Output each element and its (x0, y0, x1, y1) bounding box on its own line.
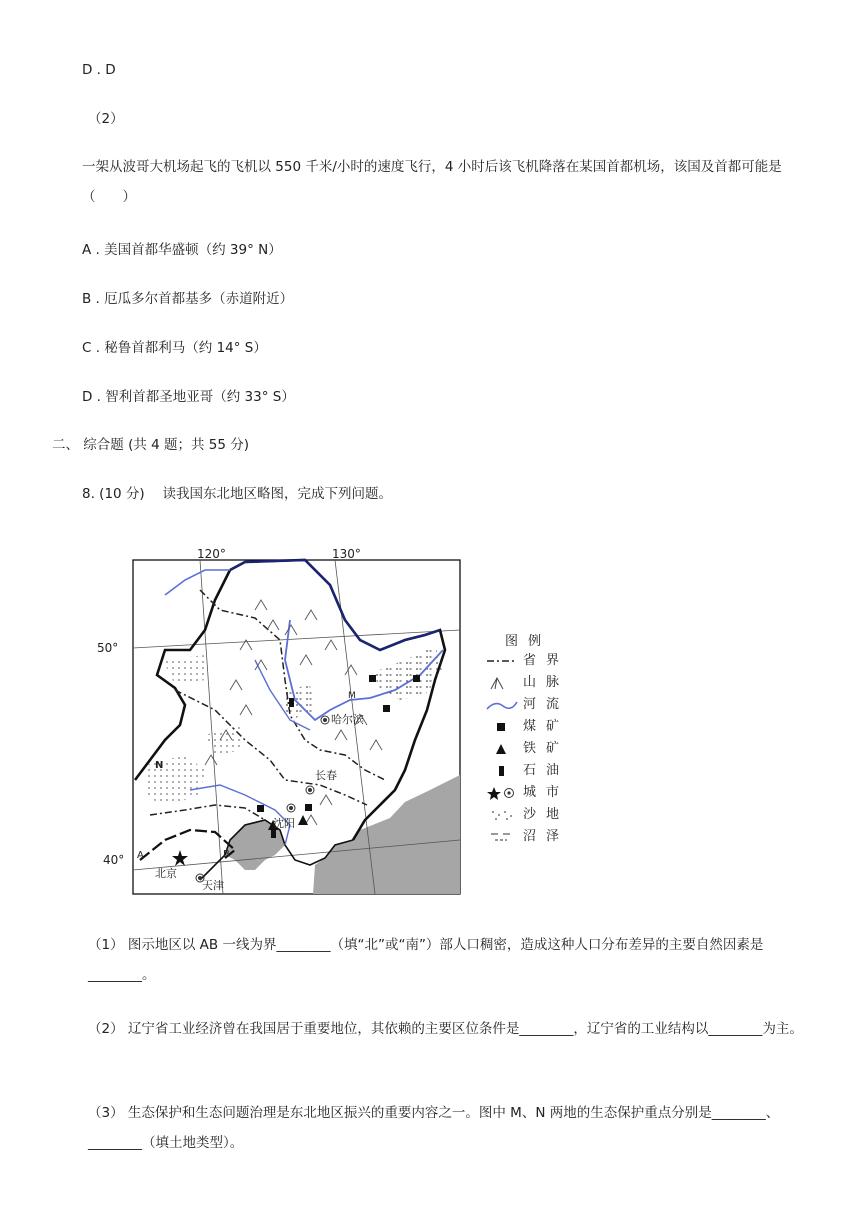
coal-mine-symbol (257, 805, 264, 812)
section-title: 二、 综合题 (共 4 题；共 55 分) (52, 437, 250, 453)
oil-symbol (289, 698, 294, 707)
legend-row: 省界 (485, 652, 595, 670)
option-d-prev: D . D (82, 62, 116, 78)
subquestion-2: （2） 辽宁省工业经济曾在我国居于重要地位，其依赖的主要区位条件是________，辽宁省的工业结构以________为主。 (88, 1021, 803, 1037)
subquestion-number: （2） (88, 111, 124, 127)
legend-row: 铁矿 (485, 740, 595, 758)
lat-label-40: 40° (103, 853, 125, 867)
option-a: A . 美国首都华盛顿（约 39° N） (82, 242, 282, 258)
label-n: N (155, 760, 164, 771)
coal-mine-icon (485, 718, 519, 736)
coal-mine-symbol (413, 675, 420, 682)
city-icon (485, 784, 519, 802)
swamp-icon (485, 828, 519, 846)
mountain-icon (485, 674, 519, 692)
subquestion-3: （3） 生态保护和生态问题治理是东北地区振兴的重要内容之一。图中 M、N 两地的生态保护重点分别是________、________（填土地类型）。 (88, 1105, 780, 1151)
subquestion-1: （1） 图示地区以 AB 一线为界________（填“北”或“南”）部人口稠密，造成这种人口分布差异的主要自然因素是________。 (88, 937, 764, 983)
legend-title: 图例 (505, 634, 552, 649)
city-label-tianjin: 天津 (202, 879, 224, 892)
city-label-changchun: 长春 (315, 769, 337, 782)
city-label-beijing: 北京 (155, 867, 177, 880)
lon-label-130: 130° (332, 547, 361, 561)
oil-icon (485, 762, 519, 780)
label-m: M (348, 691, 356, 701)
legend-row: 山脉 (485, 674, 595, 692)
option-b: B . 厄瓜多尔首都基多（赤道附近） (82, 291, 294, 307)
city-label-harbin: 哈尔滨 (331, 713, 364, 726)
coal-mine-symbol (305, 804, 312, 811)
label-a: A (137, 850, 144, 861)
legend-row: 沙地 (485, 806, 595, 824)
coal-mine-symbol (369, 675, 376, 682)
river-icon (485, 696, 519, 714)
question-stem: 一架从波哥大机场起飞的飞机以 550 千米/小时的速度飞行，4 小时后该飞机降落在某国首都机场，该国及首都可能是（ ） (82, 159, 782, 205)
legend-row: 城市 (485, 784, 595, 802)
legend-row: 沼泽 (485, 828, 595, 846)
lat-label-50: 50° (97, 641, 119, 655)
legend-row: 煤矿 (485, 718, 595, 736)
coal-mine-symbol (383, 705, 390, 712)
legend-row: 石油 (485, 762, 595, 780)
label-b: B (223, 849, 230, 860)
option-c: C . 秘鲁首都利马（约 14° S） (82, 340, 267, 356)
option-d: D . 智利首都圣地亚哥（约 33° S） (82, 389, 295, 405)
sand-icon (485, 806, 519, 824)
city-label-shenyang: 沈阳 (273, 817, 295, 830)
province-boundary-icon (485, 652, 519, 670)
question-8-heading: 8. (10 分) 读我国东北地区略图，完成下列问题。 (82, 486, 392, 502)
iron-mine-icon (485, 740, 519, 758)
lon-label-120: 120° (197, 547, 226, 561)
legend-row: 河流 (485, 696, 595, 714)
